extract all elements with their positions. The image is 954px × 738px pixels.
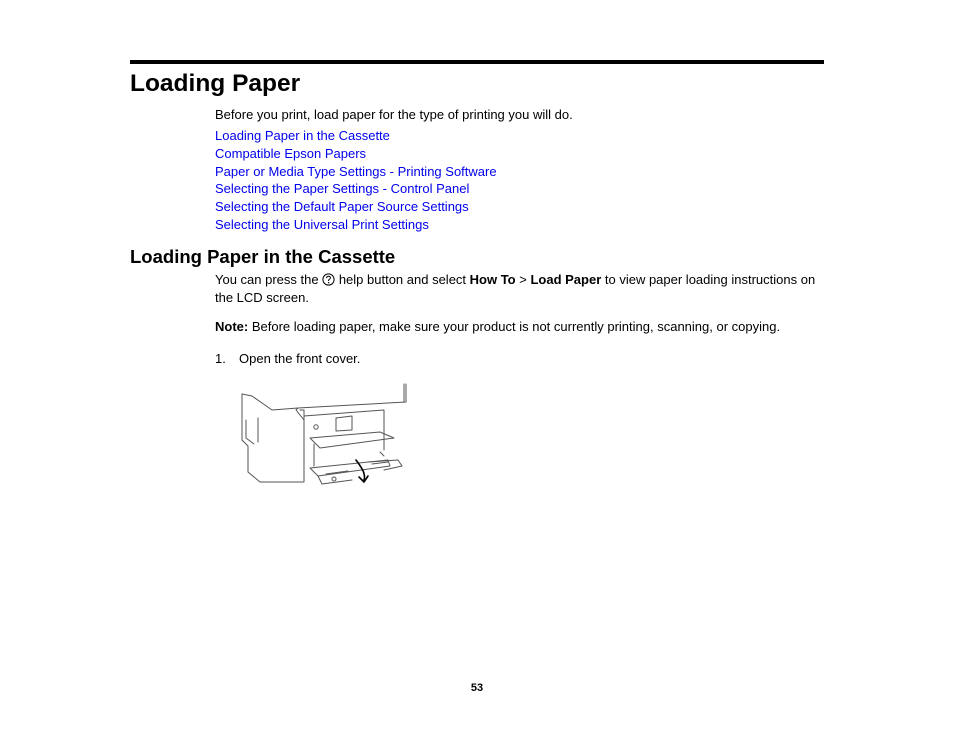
- list-item: [215, 198, 497, 216]
- link-universal-print-settings[interactable]: Selecting the Universal Print Settings: [215, 216, 429, 232]
- list-item: [215, 163, 497, 181]
- list-item: [215, 127, 497, 145]
- top-rule: [130, 60, 824, 64]
- para-text: help button and select: [335, 272, 470, 287]
- note: [215, 318, 780, 335]
- section-heading: Loading Paper in the Cassette: [130, 246, 396, 267]
- step-text: Open the front cover.: [239, 351, 361, 366]
- step-1: [215, 350, 360, 367]
- para-text: You can press the: [215, 272, 323, 287]
- list-item: [215, 180, 497, 198]
- load-paper-label: Load Paper: [530, 272, 602, 287]
- link-default-paper-source[interactable]: Selecting the Default Paper Source Settings: [215, 199, 469, 215]
- page-title: Loading Paper: [130, 70, 301, 97]
- link-paper-settings-control-panel[interactable]: Selecting the Paper Settings - Control Panel: [215, 181, 470, 197]
- list-item: [215, 216, 497, 234]
- printer-front-cover-illustration: [238, 380, 412, 496]
- link-compatible-epson-papers[interactable]: Compatible Epson Papers: [215, 145, 367, 161]
- how-to-label: How To: [469, 272, 516, 287]
- step-number: 1.: [215, 351, 226, 366]
- note-label: Note:: [215, 319, 249, 334]
- help-icon: [322, 273, 335, 290]
- note-text: Before loading paper, make sure your product is not currently printing, scanning, or copying.: [248, 319, 781, 334]
- intro-text: Before you print, load paper for the type of printing you will do.: [215, 107, 573, 122]
- list-item: [215, 145, 497, 163]
- page-number: 53: [470, 682, 484, 694]
- link-media-type-settings[interactable]: Paper or Media Type Settings - Printing Software: [215, 163, 497, 179]
- link-loading-paper-cassette[interactable]: Loading Paper in the Cassette: [215, 128, 390, 143]
- related-links: [215, 127, 497, 234]
- help-paragraph: [215, 272, 827, 305]
- para-text: to view paper loading instructions on the LCD screen.: [215, 272, 816, 305]
- para-text: >: [515, 272, 531, 287]
